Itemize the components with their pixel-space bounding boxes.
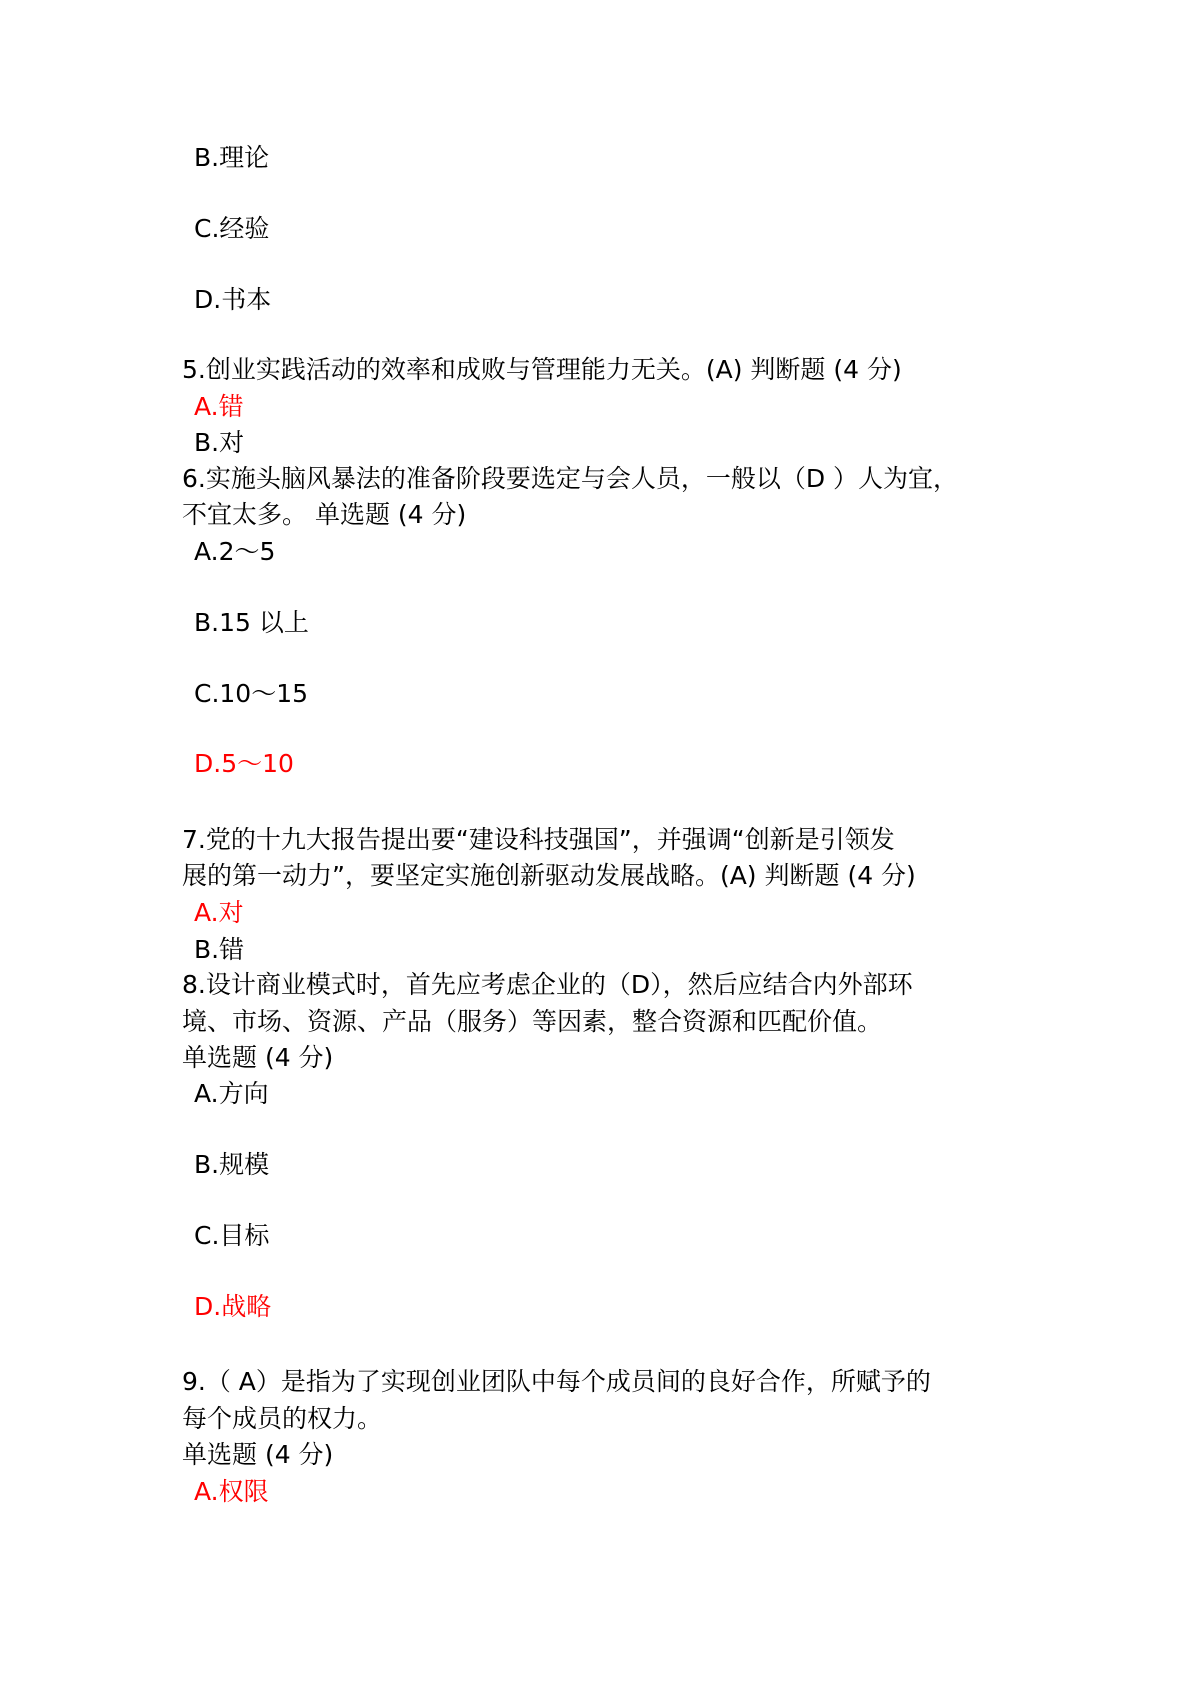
- option-line: A.2～5: [194, 537, 276, 566]
- option-line: D.书本: [194, 285, 272, 314]
- option-line: B.对: [194, 428, 245, 457]
- option-line: B.15 以上: [194, 608, 309, 637]
- correct-option-line: D.战略: [194, 1292, 272, 1321]
- question-line: 5.创业实践活动的效率和成败与管理能力无关。(A) 判断题 (4 分): [182, 355, 902, 384]
- option-line: C.目标: [194, 1221, 270, 1250]
- option-line: B.错: [194, 935, 245, 964]
- option-line: A.方向: [194, 1079, 269, 1108]
- option-line: C.经验: [194, 214, 270, 243]
- question-type-line: 单选题 (4 分): [182, 1043, 334, 1072]
- option-line: B.规模: [194, 1150, 270, 1179]
- correct-option-line: D.5～10: [194, 749, 294, 778]
- question-line: 7.党的十九大报告提出要“建设科技强国”，并强调“创新是引领发: [182, 825, 895, 854]
- question-line: 展的第一动力”，要坚定实施创新驱动发展战略。(A) 判断题 (4 分): [182, 861, 916, 890]
- option-line: C.10～15: [194, 679, 309, 708]
- question-line: 不宜太多。 单选题 (4 分): [182, 500, 467, 529]
- question-line: 境、市场、资源、产品（服务）等因素，整合资源和匹配价值。: [182, 1007, 883, 1036]
- question-type-line: 单选题 (4 分): [182, 1440, 334, 1469]
- question-line: 6.实施头脑风暴法的准备阶段要选定与会人员，一般以（D ）人为宜，: [182, 464, 959, 493]
- correct-option-line: A.错: [194, 392, 244, 421]
- correct-option-line: A.权限: [194, 1477, 269, 1506]
- question-line: 9.（ A）是指为了实现创业团队中每个成员间的良好合作，所赋予的: [182, 1367, 931, 1396]
- option-line: B.理论: [194, 143, 270, 172]
- correct-option-line: A.对: [194, 898, 244, 927]
- question-line: 8.设计商业模式时，首先应考虑企业的（D），然后应结合内外部环: [182, 970, 913, 999]
- question-line: 每个成员的权力。: [182, 1404, 383, 1433]
